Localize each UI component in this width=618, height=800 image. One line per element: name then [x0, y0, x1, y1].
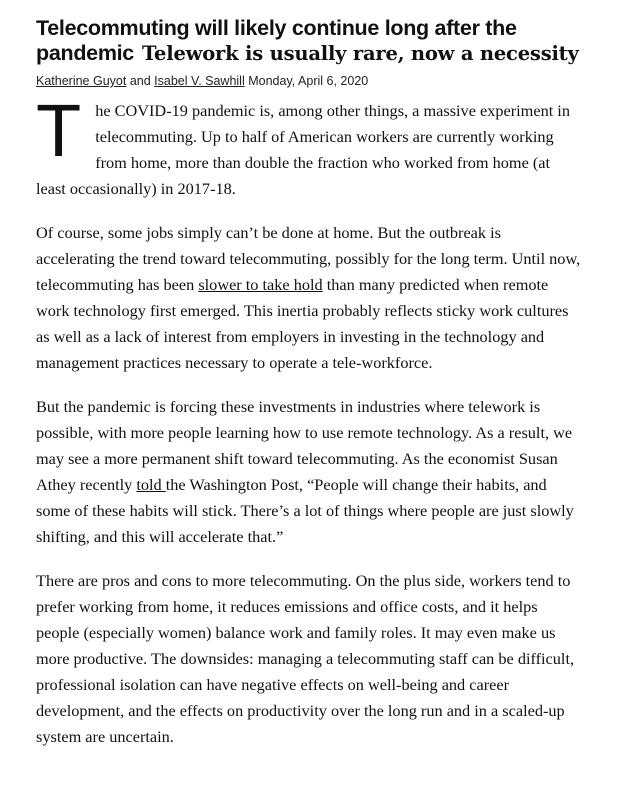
article-subtitle: Telework is usually rare, now a necessity	[141, 42, 579, 65]
article-body	[36, 89, 582, 750]
byline: Katherine Guyot and Isabel V. Sawhill Monday, April 6, 2020	[36, 74, 369, 88]
author-link[interactable]: Katherine Guyot	[36, 74, 127, 88]
paragraph: There are pros and cons to more telecommuting. On the plus side, workers tend to prefer working from home, it reduces emissions and office costs, and it helps people (especially women) balance work and family roles. It may even make us more productive. The downsides: managing a telecommuting staff can be difficult, professional isolation can have negative effects on well-being and career development, and the effects on productivity over the long run and in a scaled-up system are uncertain.	[36, 571, 575, 746]
publish-date: Monday, April 6, 2020	[248, 74, 369, 88]
inline-link[interactable]: slower to take hold	[198, 275, 323, 294]
paragraph: The COVID-19 pandemic is, among other things, a massive experiment in telecommuting. Up to half of American workers are currently working from home, more than double the fraction who worked from home (at least occasionally) in 2017-18.	[36, 89, 570, 198]
inline-link[interactable]: told	[136, 475, 166, 494]
drop-cap: T	[36, 89, 82, 172]
author-link[interactable]: Isabel V. Sawhill	[154, 74, 245, 88]
paragraph: But the pandemic is forcing these investments in industries where telework is possible, with more people learning how to use remote technology. As a result, we may see a more permanent shift toward telecommuting. As the economist Susan Athey recently told the Washington Post, “People will change their habits, and some of these habits will stick. There’s a lot of things where people are just slowly shifting, and this will accelerate that.”	[36, 397, 574, 546]
paragraph: Of course, some jobs simply can’t be done at home. But the outbreak is accelerating the trend toward telecommuting, possibly for the long term. Until now, telecommuting has been slower to take hold than many predicted when remote work technology first emerged. This inertia probably reflects sticky work cultures as well as a lack of interest from employers in investing in the technology and management practices necessary to operate a tele-workforce.	[36, 223, 581, 372]
article-title: Telecommuting will likely continue long after the pandemic Telework is usually rare, now a necessity	[36, 16, 579, 65]
